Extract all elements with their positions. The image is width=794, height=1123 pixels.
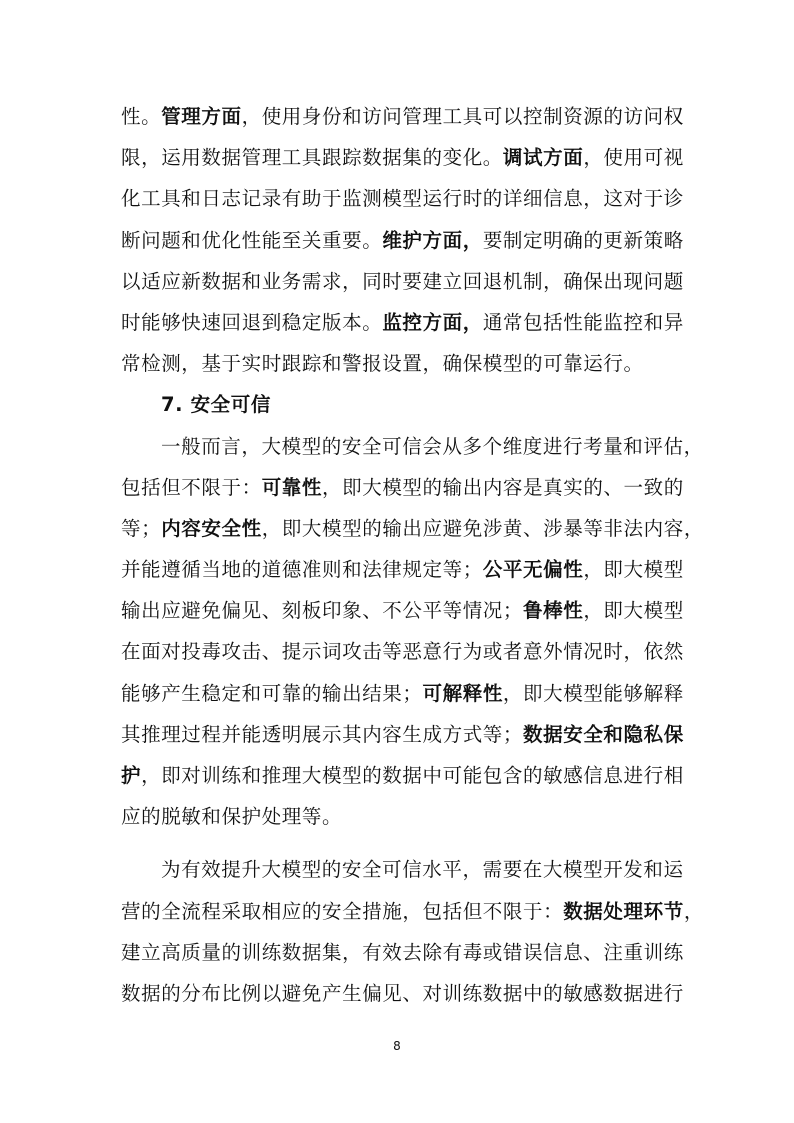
text-run: ，即大模型: [583, 599, 684, 623]
text-run: ，即大模型的输出应避免涉黄、涉暴等非法内容，: [261, 516, 704, 540]
text-line: [121, 302, 684, 343]
bold-term: 监控方面，: [382, 310, 483, 334]
text-run: 输出应避免偏见、刻板印象、不公平等情况；: [121, 599, 524, 623]
text-line: [121, 590, 684, 631]
text-line: [121, 755, 684, 796]
text-line: 化工具和日志记录有助于监测模型运行时的详细信息，这对于诊: [121, 187, 684, 211]
text-run: 能够产生稳定和可靠的输出结果；: [121, 681, 423, 705]
text-line: 在面对投毒攻击、提示词攻击等恶意行为或者意外情况时，依然: [121, 640, 684, 664]
text-run: 包括但不限于：: [121, 475, 262, 499]
text-run: 要制定明确的更新策略: [482, 228, 684, 252]
text-run: ，使用可视: [583, 146, 684, 170]
text-run: ，即大模型的输出内容是真实的、一致的: [322, 475, 684, 499]
paragraph-operations: [121, 96, 684, 384]
section-heading: 7. 安全可信: [161, 393, 271, 417]
text-run: 时能够快速回退到稳定版本。: [121, 310, 383, 334]
bold-term: 可靠性: [261, 475, 323, 499]
text-run: 并能遵循当地的道德准则和法律规定等；: [121, 558, 483, 582]
text-line: [121, 891, 704, 932]
text-run: 营的全流程采取相应的安全措施，包括但不限于：: [121, 899, 564, 923]
bold-term: 调试方面: [502, 146, 584, 170]
bold-term: 数据安全和隐私保: [523, 722, 684, 746]
bold-term: 公平无偏性: [482, 558, 584, 582]
text-line: [121, 220, 684, 261]
text-run: ，使用身份和访问管理工具可以控制资源的访问权: [241, 105, 684, 128]
page-number: 8: [393, 1039, 401, 1053]
text-line: [121, 96, 684, 137]
document-body: [121, 96, 704, 1014]
text-line: 以适应新数据和业务需求，同时要建立回退机制，确保出现问题: [121, 269, 684, 293]
text-run: 断问题和优化性能至关重要。: [121, 228, 383, 252]
text-run: ，即大模型: [583, 558, 684, 582]
paragraph-trustworthiness: [121, 426, 704, 838]
text-line: 建立高质量的训练数据集，有效去除有毒或错误信息、注重训练: [121, 940, 684, 964]
text-run: 其推理过程并能透明展示其内容生成方式等；: [121, 722, 524, 746]
text-line: 为有效提升大模型的安全可信水平，需要在大模型开发和运: [161, 858, 684, 882]
bold-term: 内容安全性: [161, 516, 262, 540]
bold-term: 管理方面: [161, 105, 242, 128]
text-line: [121, 508, 704, 549]
text-run: ，: [683, 899, 704, 923]
paragraph-measures: [121, 849, 704, 1014]
bold-term: 数据处理环节: [563, 899, 684, 923]
bold-term: 维护方面，: [382, 228, 483, 252]
text-run: 等；: [121, 516, 162, 540]
text-line: [121, 673, 684, 714]
text-line: 常检测，基于实时跟踪和警报设置，确保模型的可靠运行。: [121, 352, 644, 376]
text-run: 性。: [121, 105, 162, 128]
text-run: 限，运用数据管理工具跟踪数据集的变化。: [121, 146, 503, 170]
text-line: 一般而言，大模型的安全可信会从多个维度进行考量和评估，: [161, 434, 704, 458]
text-run: ，即对训练和推理大模型的数据中可能包含的敏感信息进行相: [141, 764, 684, 787]
text-line: [121, 137, 684, 178]
text-run: ，即大模型能够解释: [502, 681, 684, 705]
text-line: 应的脱敏和保护处理等。: [121, 805, 343, 829]
text-line: 数据的分布比例以避免产生偏见、对训练数据中的敏感数据进行: [121, 981, 684, 1005]
paragraph-gap: [121, 837, 677, 849]
bold-term: 可解释性: [422, 681, 503, 705]
bold-term: 鲁棒性: [523, 599, 584, 623]
text-run: 通常包括性能监控和异: [482, 310, 684, 334]
text-line: [121, 467, 684, 508]
text-line: [121, 549, 684, 590]
text-line: [121, 714, 684, 755]
bold-term: 护: [121, 764, 142, 787]
